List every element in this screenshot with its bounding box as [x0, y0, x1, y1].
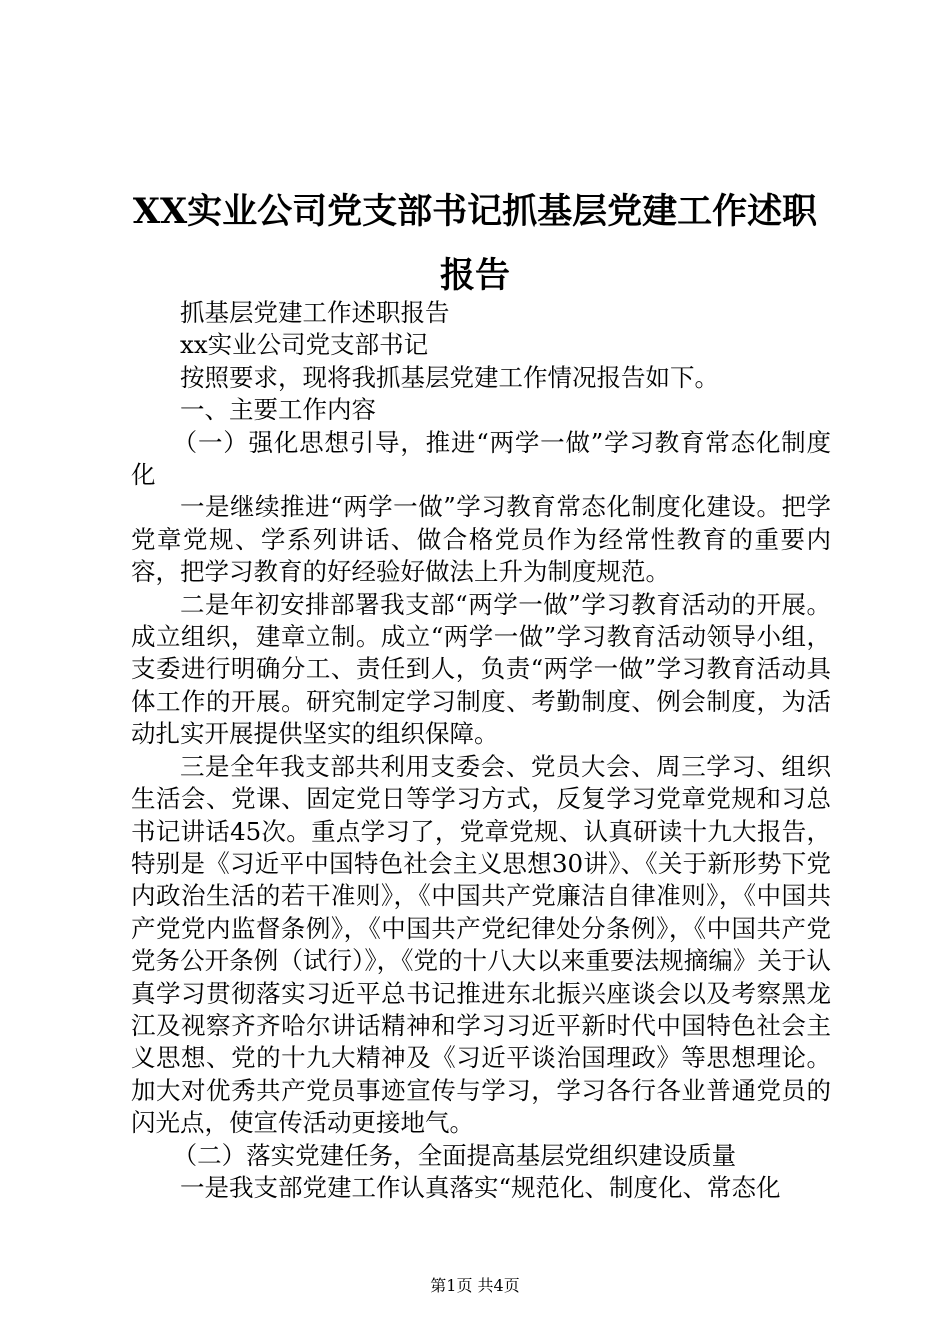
paragraph-point-4: 一是我支部党建工作认真落实“规范化、制度化、常态化	[180, 1172, 781, 1202]
document-title: XX实业公司党支部书记抓基层党建工作述职报告	[132, 191, 818, 296]
paragraph-report-title: 抓基层党建工作述职报告	[180, 298, 450, 327]
document-body	[131, 297, 831, 1204]
section-heading-main-work: 一、主要工作内容	[180, 395, 376, 425]
paragraph-point-1: 一是继续推进“两学一做”学习教育常态化制度化建设。把学党章党规、学系列讲话、做合格党员作为经常性教育的重要内容，把学习教育的好经验好做法上升为制度规范。	[131, 492, 831, 587]
subsection-heading-2: （二）落实党建任务，全面提高基层党组织建设质量	[172, 1140, 737, 1170]
paragraph-intro: 按照要求，现将我抓基层党建工作情况报告如下。	[180, 362, 719, 392]
paragraph-point-2: 二是年初安排部署我支部“两学一做”学习教育活动的开展。成立组织，建章立制。成立“两学一做”学习教育活动领导小组，支委进行明确分工、责任到人，负责“两学一做”学习教育活动具体工作的开展。研究制定学习制度、考勤制度、例会制度，为活动扎实开展提供坚实的组织保障。	[131, 589, 831, 749]
page-footer: 第1页 共4页	[430, 1276, 520, 1295]
paragraph-point-3: 三是全年我支部共利用支委会、党员大会、周三学习、组织生活会、党课、固定党日等学习方式，反复学习党章党规和习总书记讲话45次。重点学习了，党章党规、认真研读十九大报告，特别是《习近平中国特色社会主义思想30讲》、《关于新形势下党内政治生活的若干准则》，《中国共产党廉洁自律准则》，《中国共产党党内监督条例》，《中国共产党纪律处分条例》，《中国共产党党务公开条例（试行）》，《党的十八大以来重要法规摘编》关于认真学习贯彻落实习近平总书记推进东北振兴座谈会以及考察黑龙江及视察齐齐哈尔讲话精神和学习习近平新时代中国特色社会主义思想、党的十九大精神及《习近平谈治国理政》等思想理论。加大对优秀共产党员事迹宣传与学习，学习各行各业普通党员的闪光点，使宣传活动更接地气。	[131, 751, 831, 1138]
paragraph-author: xx实业公司党支部书记	[180, 330, 429, 360]
subsection-heading-1: （一）强化思想引导，推进“两学一做”学习教育常态化制度化	[131, 427, 831, 490]
